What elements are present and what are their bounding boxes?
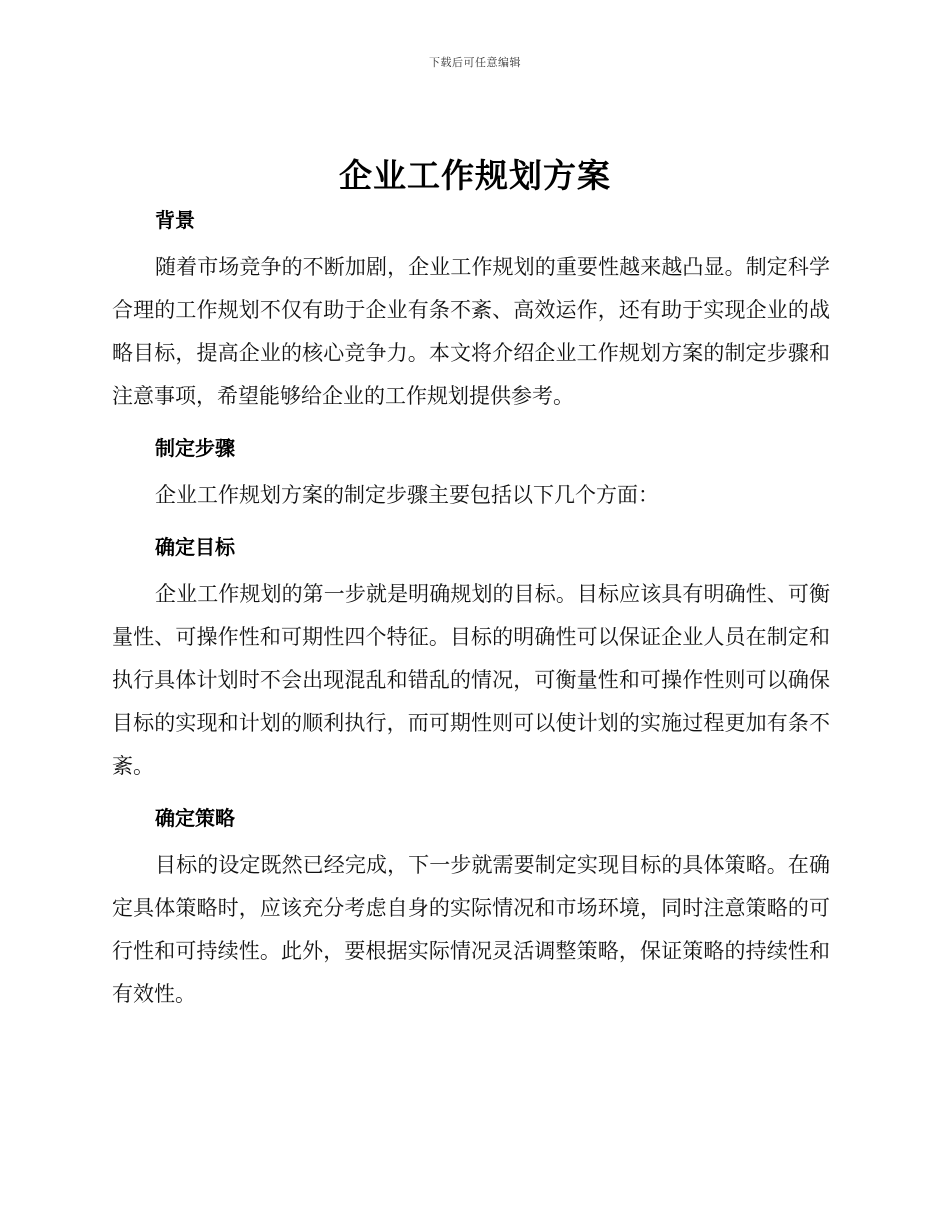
section-paragraph: 企业工作规划方案的制定步骤主要包括以下几个方面：: [155, 483, 659, 507]
document-title: 企业工作规划方案: [339, 156, 611, 195]
section-paragraph: 目标的设定既然已经完成，下一步就需要制定实现目标的具体策略。在确定具体策略时，应该充分考虑自身的实际情况和市场环境，同时注意策略的可行性和可持续性。此外，要根据实际情况灵活调整策略，保证策略的持续性和有效性。: [112, 853, 830, 1006]
section-paragraph: 企业工作规划的第一步就是明确规划的目标。目标应该具有明确性、可衡量性、可操作性和可期性四个特征。目标的明确性可以保证企业人员在制定和执行具体计划时不会出现混乱和错乱的情况，可衡量性和可操作性则可以确保目标的实现和计划的顺利执行，而可期性则可以使计划的实施过程更加有条不紊。: [112, 582, 830, 778]
section-steps: [112, 428, 830, 517]
section-heading: 确定目标: [155, 535, 235, 559]
section-strategy: [112, 798, 830, 1016]
section-heading: 确定策略: [155, 806, 235, 830]
section-goals: [112, 527, 830, 788]
running-header: 下载后可任意编辑: [429, 56, 521, 69]
section-paragraph: 随着市场竞争的不断加剧，企业工作规划的重要性越来越凸显。制定科学合理的工作规划不仅有助于企业有条不紊、高效运作，还有助于实现企业的战略目标，提高企业的核心竞争力。本文将介绍企业工作规划方案的制定步骤和注意事项，希望能够给企业的工作规划提供参考。: [112, 255, 830, 408]
document-body: [112, 200, 830, 1026]
section-heading: 背景: [155, 208, 195, 232]
section-heading: 制定步骤: [155, 436, 235, 460]
section-background: [112, 200, 830, 418]
